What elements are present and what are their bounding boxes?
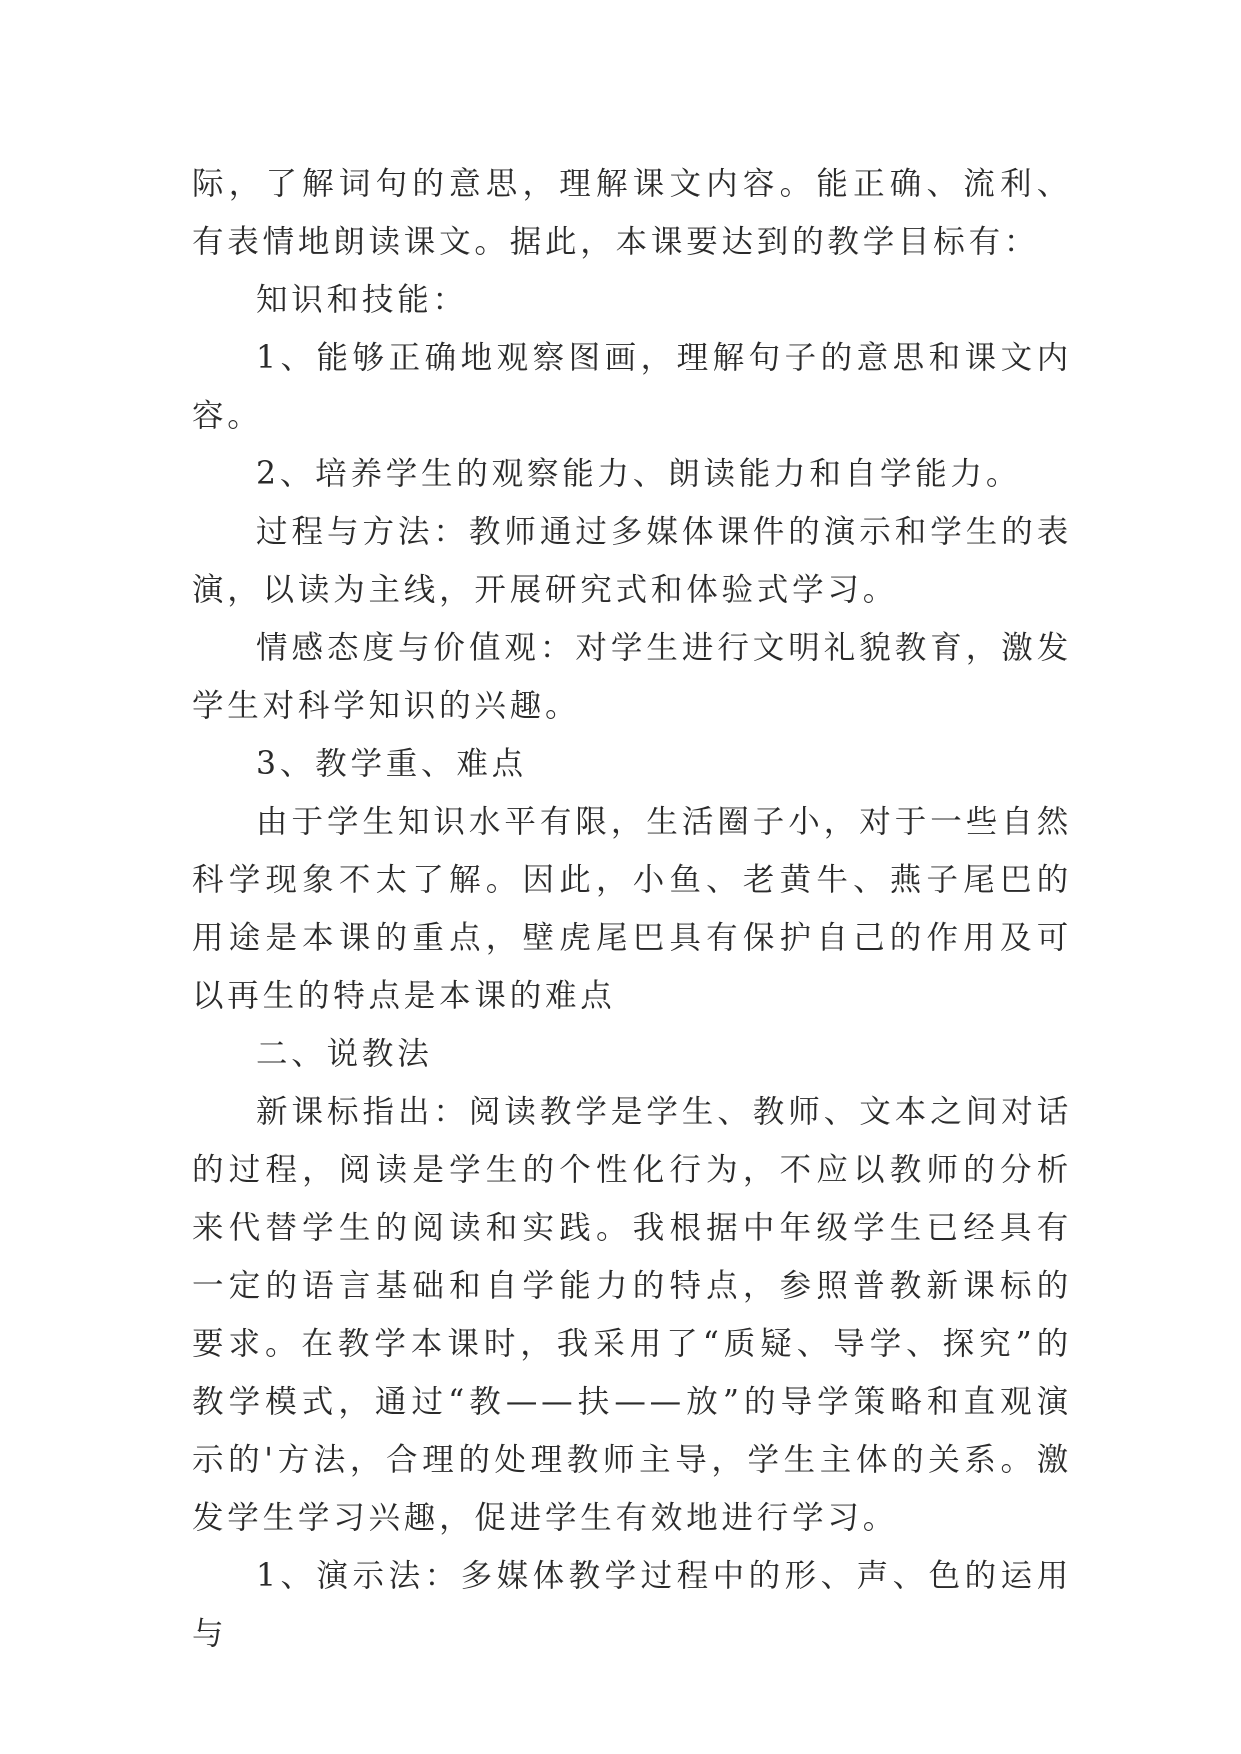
paragraph-9: 二、说教法 xyxy=(256,1036,433,1072)
document-body xyxy=(192,155,1072,1663)
paragraph-3: 1、能够正确地观察图画，理解句子的意思和课文内容。 xyxy=(192,340,1072,434)
paragraph-2: 知识和技能： xyxy=(256,282,468,318)
paragraph-6: 情感态度与价值观：对学生进行文明礼貌教育，激发学生对科学知识的兴趣。 xyxy=(192,630,1072,724)
paragraph-4: 2、培养学生的观察能力、朗读能力和自学能力。 xyxy=(256,456,1022,492)
paragraph-8: 由于学生知识水平有限，生活圈子小，对于一些自然科学现象不太了解。因此，小鱼、老黄牛、燕子尾巴的用途是本课的重点，壁虎尾巴具有保护自己的作用及可以再生的特点是本课的难点 xyxy=(192,804,1072,1014)
paragraph-10: 新课标指出：阅读教学是学生、教师、文本之间对话的过程，阅读是学生的个性化行为，不应以教师的分析来代替学生的阅读和实践。我根据中年级学生已经具有一定的语言基础和自学能力的特点，参照普教新课标的要求。在教学本课时，我采用了“质疑、导学、探究”的教学模式，通过“教——扶——放”的导学策略和直观演示的'方法，合理的处理教师主导，学生主体的关系。激发学生学习兴趣，促进学生有效地进行学习。 xyxy=(192,1094,1072,1536)
paragraph-5: 过程与方法：教师通过多媒体课件的演示和学生的表演，以读为主线，开展研究式和体验式学习。 xyxy=(192,514,1072,608)
paragraph-11: 1、演示法：多媒体教学过程中的形、声、色的运用与 xyxy=(192,1558,1072,1652)
paragraph-7: 3、教学重、难点 xyxy=(256,746,527,782)
paragraph-1: 际，了解词句的意思，理解课文内容。能正确、流利、有表情地朗读课文。据此，本课要达到的教学目标有： xyxy=(192,166,1072,260)
